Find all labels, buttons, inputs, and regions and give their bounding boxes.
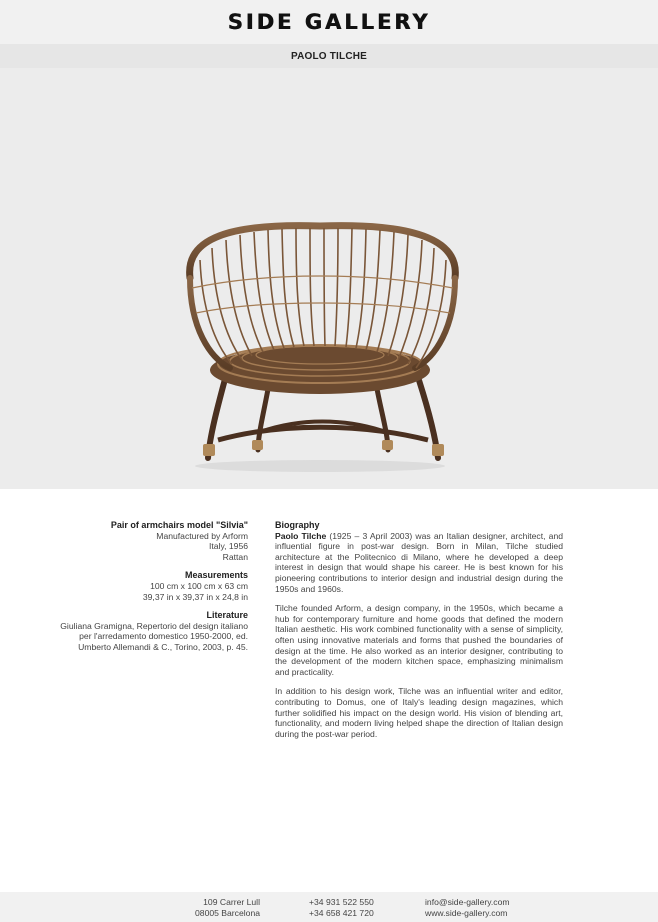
- artist-name: PAOLO TILCHE: [290, 50, 368, 62]
- brand-logo: SIDE GALLERY: [227, 10, 431, 34]
- rattan-armchair-image: [170, 218, 470, 478]
- product-title: Pair of armchairs model "Silvia": [110, 520, 248, 530]
- measurements-cm: 100 cm x 100 cm x 63 cm: [150, 580, 248, 591]
- biography: [275, 520, 563, 748]
- measurements-in: 39,37 in x 39,37 in x 24,8 in: [142, 591, 248, 602]
- footer: [0, 892, 658, 922]
- footer-phones: [309, 897, 374, 919]
- origin: Italy, 1956: [208, 541, 248, 552]
- phone-1[interactable]: +34 931 522 550: [309, 897, 374, 907]
- biography-paragraph-2: Tilche founded Arform, a design company, in the 1950s, which became a hub for contemporary furniture and home goods that defined the modern Italian aesthetic. His work combined functionality with a sense of simplicity, often using innovative materials and forms that pushed the boundaries of design at the time. He also worked as an interior designer, contributing to the development of the modern kitchen space, emphasizing minimalism and practicality.: [275, 603, 563, 677]
- footer-address: [180, 897, 260, 919]
- material: Rattan: [222, 551, 248, 562]
- address-line-1: 109 Carrer Lull: [203, 897, 260, 907]
- website-link[interactable]: www.side-gallery.com: [425, 908, 508, 918]
- biography-paragraph-1: [275, 531, 563, 595]
- header-bar: [0, 0, 658, 44]
- biography-paragraph-3: In addition to his design work, Tilche was an influential writer and editor, contributing to Domus, one of Italy's leading design magazines, which further solidified his impact on the design world. His vision of blending art, functionality, and modern living helped shape the direction of Italian design during the post-war period.: [275, 686, 563, 739]
- email-link[interactable]: info@side-gallery.com: [425, 897, 510, 907]
- measurements-heading: Measurements: [184, 570, 248, 581]
- biography-paragraph-1-text: (1925 – 3 April 2003) was an Italian designer, architect, and influential figure in post-war design. Born in Milan, Tilche studied architecture at the Politecnico di Milano, where he developed a deep interest in design that would shape his career. He is best known for his pioneering contributions to interior design and industrial design during the 1950s and 1960s.: [275, 530, 563, 594]
- product-details: [60, 520, 248, 653]
- literature-heading: Literature: [206, 610, 248, 621]
- footer-contact: [425, 897, 510, 919]
- hero-image: [0, 68, 658, 489]
- biography-heading: Biography: [275, 520, 320, 530]
- manufacturer: Manufactured by Arform: [156, 530, 248, 541]
- address-line-2: 08005 Barcelona: [195, 908, 260, 918]
- literature-text: Giuliana Gramigna, Repertorio del design italiano per l'arredamento domestico 1950-2000, ed. Umberto Allemandi & C., Torino, 2003, p. 45.: [60, 620, 248, 652]
- artist-bar: [0, 44, 658, 68]
- phone-2[interactable]: +34 658 421 720: [309, 908, 374, 918]
- biography-name: Paolo Tilche: [275, 530, 327, 541]
